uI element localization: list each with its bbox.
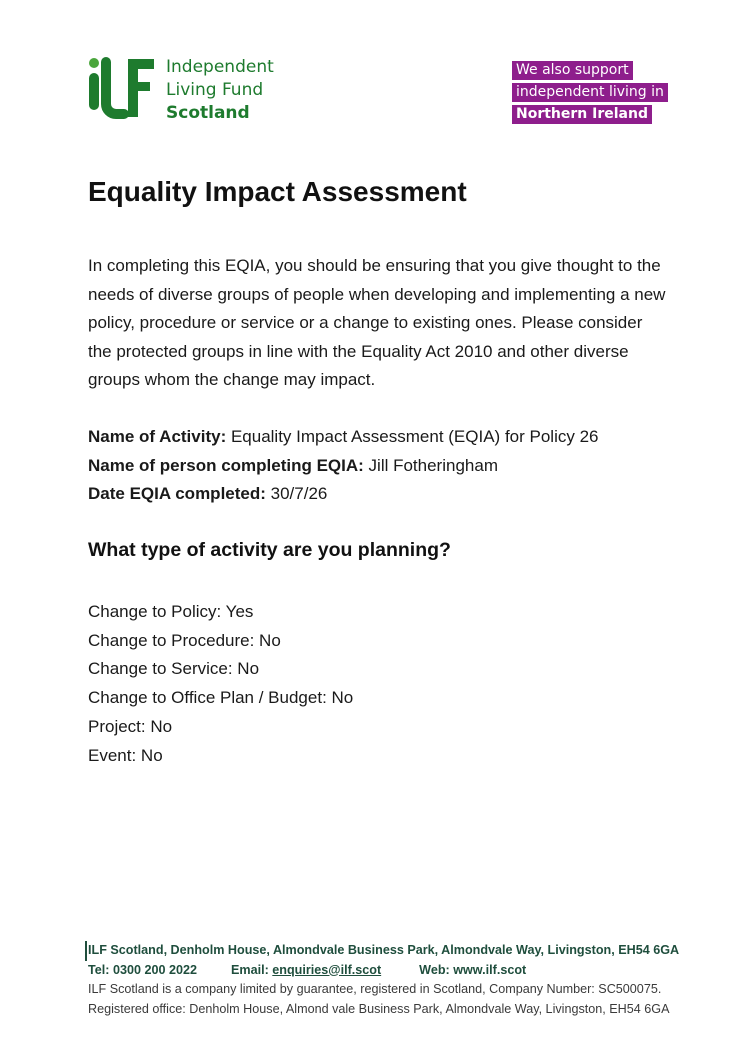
northern-ireland-badge xyxy=(512,61,668,127)
list-item: Change to Office Plan / Budget: No xyxy=(88,688,354,708)
footer-company-info: ILF Scotland is a company limited by guarantee, registered in Scotland, Company Number: SC500075. xyxy=(88,982,662,996)
intro-paragraph: In completing this EQIA, you should be ensuring that you give thought to the needs of diverse groups of people when developing and implementing a new policy, procedure or service or a change to existing ones. Please consider the protected groups in line with the Equality Act 2010 and other diverse groups whom the change may impact. xyxy=(88,256,666,389)
ilf-logo-mark-icon xyxy=(88,56,156,122)
list-item: Event: No xyxy=(88,745,163,765)
date-completed-label: Date EQIA completed: xyxy=(88,484,266,503)
date-completed-value: 30/7/26 xyxy=(265,484,328,503)
activity-name-label: Name of Activity: xyxy=(88,427,227,446)
list-item: Change to Service: No xyxy=(88,659,260,679)
activity-type-list xyxy=(88,598,353,770)
ni-badge-line-1: We also support xyxy=(512,61,633,80)
logo-line-2: Living Fund xyxy=(166,80,264,100)
ni-badge-line-3: Northern Ireland xyxy=(512,105,652,124)
ilf-scotland-logo xyxy=(88,56,328,122)
footer-contact xyxy=(88,961,679,981)
footer-registered-office: Registered office: Denholm House, Almond vale Business Park, Almondvale Way, Livingston, EH54 6GA xyxy=(88,1001,670,1016)
logo-line-3: Scotland xyxy=(166,103,250,123)
list-item: Project: No xyxy=(88,716,173,736)
logo-line-1: Independent xyxy=(166,57,274,77)
footer-web: Web: www.ilf.scot xyxy=(419,962,527,977)
person-name-label: Name of person completing EQIA: xyxy=(88,455,364,475)
activity-type-heading: What type of activity are you planning? xyxy=(88,539,451,561)
ni-badge-line-2: independent living in xyxy=(512,83,668,102)
person-name-value: Jill Fotheringham xyxy=(363,455,498,475)
activity-name-value: Equality Impact Assessment (EQIA) for Policy 26 xyxy=(226,427,599,446)
list-item: Change to Procedure: No xyxy=(88,630,281,650)
page-footer xyxy=(88,941,679,1019)
logo-wordmark xyxy=(166,56,274,125)
assessment-details xyxy=(88,423,598,509)
activity-name-row xyxy=(88,423,598,452)
person-name-row xyxy=(88,452,598,481)
date-completed-row xyxy=(88,480,598,509)
footer-tel: Tel: 0300 200 2022 xyxy=(88,962,197,977)
footer-email-label: Email: xyxy=(231,962,273,977)
list-item: Change to Policy: Yes xyxy=(88,602,254,621)
page-title: Equality Impact Assessment xyxy=(88,176,467,207)
footer-address: ILF Scotland, Denholm House, Almondvale Business Park, Almondvale Way, Livingston, EH54 6GA xyxy=(85,941,679,961)
footer-email-link[interactable]: enquiries@ilf.scot xyxy=(272,962,382,977)
